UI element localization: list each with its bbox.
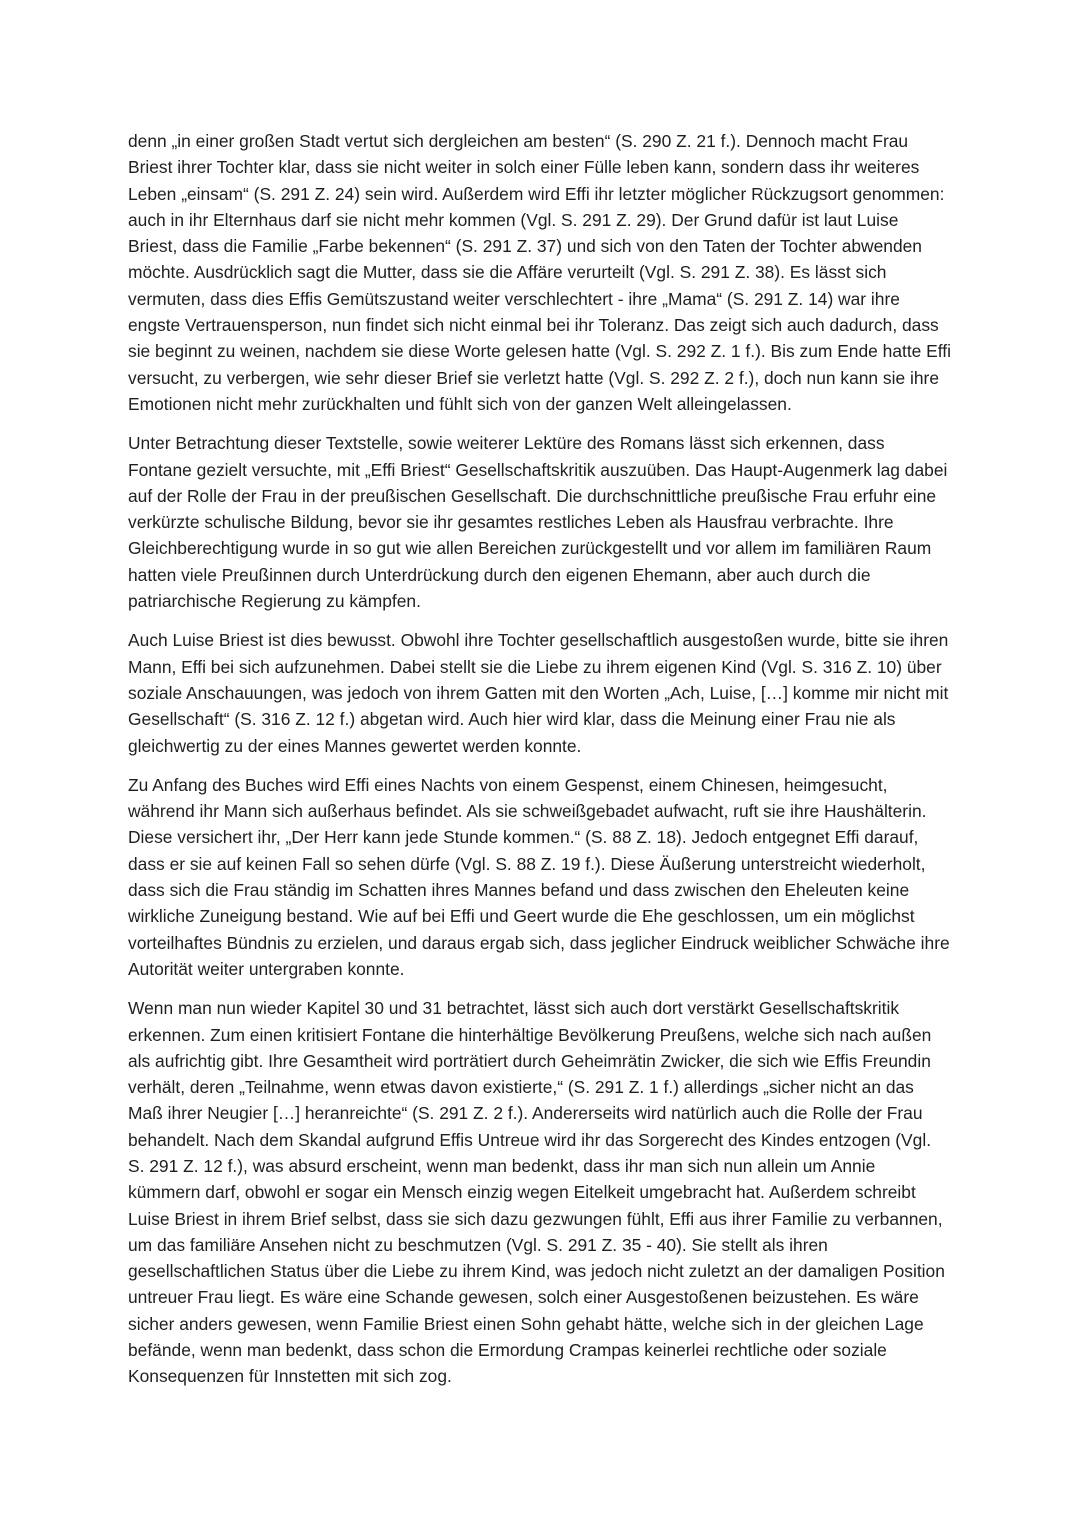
paragraph-3: Auch Luise Briest ist dies bewusst. Obwohl ihre Tochter gesellschaftlich ausgestoßen wurde, bitte sie ihren Mann, Effi bei sich aufzunehmen. Dabei stellt sie die Liebe zu ihrem eigenen Kind (Vgl. S. 316 Z. 10) über soziale Anschauungen, was jedoch von ihrem Gatten mit den Worten „Ach, Luise, […] komme mir nicht mit Gesellschaft“ (S. 316 Z. 12 f.) abgetan wird. Auch hier wird klar, dass die Meinung einer Frau nie als gleichwertig zu der eines Mannes gewertet werden konnte.: [128, 630, 949, 756]
paragraph-5: Wenn man nun wieder Kapitel 30 und 31 betrachtet, lässt sich auch dort verstärkt Gesellschaftskritik erkennen. Zum einen kritisiert Fontane die hinterhältige Bevölkerung Preußens, welche sich nach außen als aufrichtig gibt. Ihre Gesamtheit wird porträtiert durch Geheimrätin Zwicker, die sich wie Effis Freundin verhält, deren „Teilnahme, wenn etwas davon existierte,“ (S. 291 Z. 1 f.) allerdings „sicher nicht an das Maß ihrer Neugier […] heranreichte“ (S. 291 Z. 2 f.). Andererseits wird natürlich auch die Rolle der Frau behandelt. Nach dem Skandal aufgrund Effis Untreue wird ihr das Sorgerecht des Kindes entzogen (Vgl. S. 291 Z. 12 f.), was absurd erscheint, wenn man bedenkt, dass ihr man sich nun allein um Annie kümmern darf, obwohl er sogar ein Mensch einzig wegen Eitelkeit umgebracht hat. Außerdem schreibt Luise Briest in ihrem Brief selbst, dass sie sich dazu gezwungen fühlt, Effi aus ihrer Familie zu verbannen, um das familiäre Ansehen nicht zu beschmutzen (Vgl. S. 291 Z. 35 - 40). Sie stellt als ihren gesellschaftlichen Status über die Liebe zu ihrem Kind, was jedoch nicht zuletzt an der damaligen Position untreuer Frau liegt. Es wäre eine Schande gewesen, solch einer Ausgestoßenen beizustehen. Es wäre sicher anders gewesen, wenn Familie Briest einen Sohn gehabt hätte, welche sich in der gleichen Lage befände, wenn man bedenkt, dass schon die Ermordung Crampas keinerlei rechtliche oder soziale Konsequenzen für Innstetten mit sich zog.: [128, 998, 945, 1387]
paragraph-1: denn „in einer großen Stadt vertut sich dergleichen am besten“ (S. 290 Z. 21 f.). Dennoch macht Frau Briest ihrer Tochter klar, dass sie nicht weiter in solch einer Fülle leben kann, sondern dass ihr weiteres Leben „einsam“ (S. 291 Z. 24) sein wird. Außerdem wird Effi ihr letzter möglicher Rückzugsort genommen: auch in ihr Elternhaus darf sie nicht mehr kommen (Vgl. S. 291 Z. 29). Der Grund dafür ist laut Luise Briest, dass die Familie „Farbe bekennen“ (S. 291 Z. 37) und sich von den Taten der Tochter abwenden möchte. Ausdrücklich sagt die Mutter, dass sie die Affäre verurteilt (Vgl. S. 291 Z. 38). Es lässt sich vermuten, dass dies Effis Gemütszustand weiter verschlechtert - ihre „Mama“ (S. 291 Z. 14) war ihre engste Vertrauensperson, nun findet sich nicht einmal bei ihr Toleranz. Das zeigt sich auch dadurch, dass sie beginnt zu weinen, nachdem sie diese Worte gelesen hatte (Vgl. S. 292 Z. 1 f.). Bis zum Ende hatte Effi versucht, zu verbergen, wie sehr dieser Brief sie verletzt hatte (Vgl. S. 292 Z. 2 f.), doch nun kann sie ihre Emotionen nicht mehr zurückhalten und fühlt sich von der ganzen Welt alleingelassen.: [128, 131, 951, 414]
paragraph-2: Unter Betrachtung dieser Textstelle, sowie weiterer Lektüre des Romans lässt sich erkennen, dass Fontane gezielt versuchte, mit „Effi Briest“ Gesellschaftskritik auszuüben. Das Haupt-Augenmerk lag dabei auf der Rolle der Frau in der preußischen Gesellschaft. Die durchschnittliche preußische Frau erfuhr eine verkürzte schulische Bildung, bevor sie ihr gesamtes restliches Leben als Hausfrau verbrachte. Ihre Gleichberechtigung wurde in so gut wie allen Bereichen zurückgestellt und vor allem im familiären Raum hatten viele Preußinnen durch Unterdrückung durch den eigenen Ehemann, aber auch durch die patriarchische Regierung zu kämpfen.: [128, 433, 948, 612]
paragraph-4: Zu Anfang des Buches wird Effi eines Nachts von einem Gespenst, einem Chinesen, heimgesucht, während ihr Mann sich außerhaus befindet. Als sie schweißgebadet aufwacht, ruft sie ihre Haushälterin. Diese versichert ihr, „Der Herr kann jede Stunde kommen.“ (S. 88 Z. 18). Jedoch entgegnet Effi darauf, dass er sie auf keinen Fall so sehen dürfe (Vgl. S. 88 Z. 19 f.). Diese Äußerung unterstreicht wiederholt, dass sich die Frau ständig im Schatten ihres Mannes befand und dass zwischen den Eheleuten keine wirkliche Zuneigung bestand. Wie auf bei Effi und Geert wurde die Ehe geschlossen, um ein möglichst vorteilhaftes Bündnis zu erzielen, und daraus ergab sich, dass jeglicher Eindruck weiblicher Schwäche ihre Autorität weiter untergraben konnte.: [128, 774, 950, 979]
document-body: [128, 128, 952, 1403]
